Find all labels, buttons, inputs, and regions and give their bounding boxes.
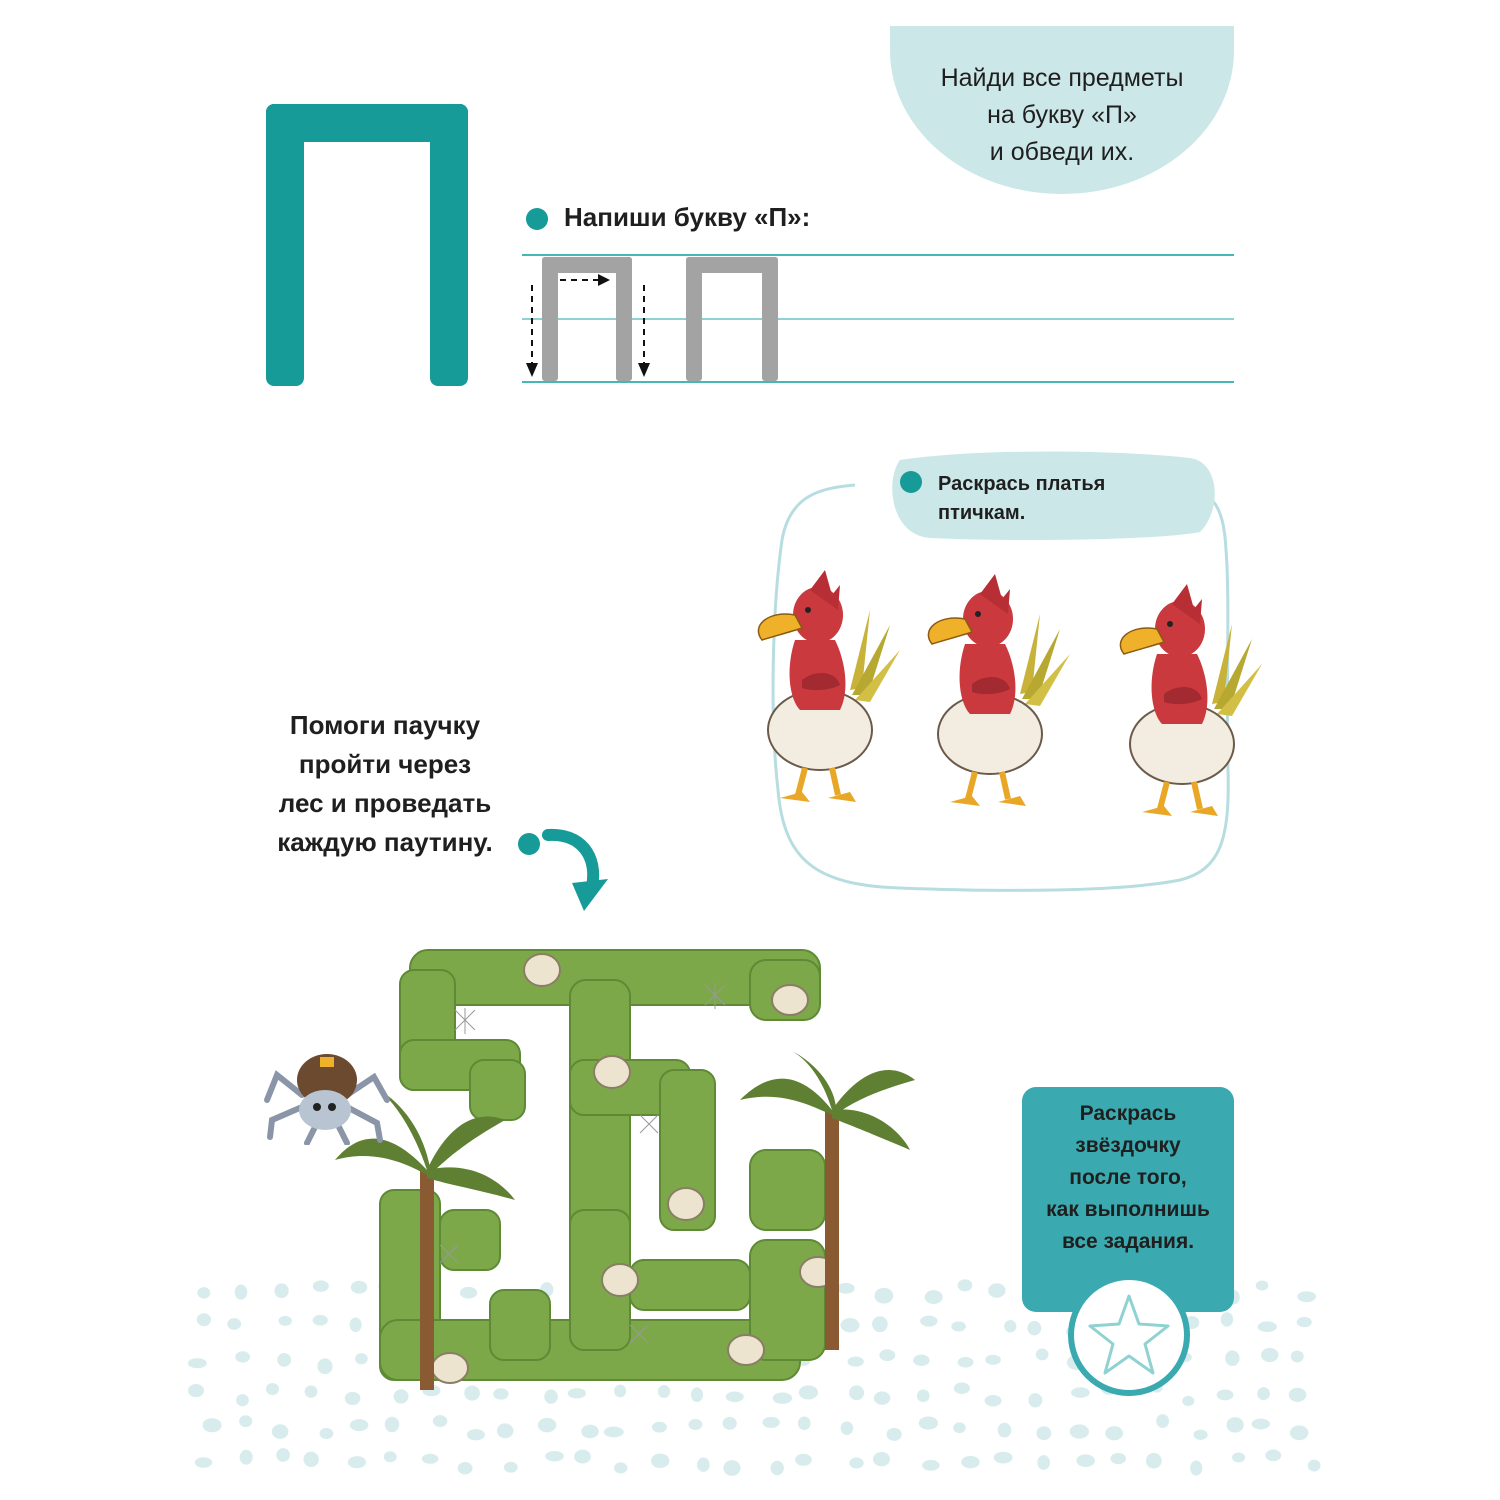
background-dot [1308, 1460, 1321, 1472]
spider-task-line: лес и проведать [278, 788, 492, 818]
find-task-line: Найди все предметы [940, 64, 1184, 92]
background-dot [197, 1287, 210, 1298]
background-dot [574, 1450, 591, 1464]
background-dot [197, 1313, 211, 1326]
background-dot [581, 1425, 598, 1439]
find-task-line: на букву «П» [987, 101, 1137, 129]
big-letter-left [266, 104, 304, 386]
background-dot [1265, 1449, 1281, 1461]
background-dot [545, 1451, 564, 1461]
star-task-line: все задания. [1061, 1230, 1195, 1253]
background-dot [1028, 1393, 1042, 1407]
background-dot [1225, 1350, 1239, 1366]
background-dot [604, 1427, 624, 1438]
background-dot [1037, 1455, 1050, 1470]
background-dot [1258, 1321, 1277, 1332]
background-dot [385, 1417, 399, 1433]
background-dot [922, 1460, 940, 1471]
background-dot [652, 1422, 667, 1433]
background-dot [203, 1418, 222, 1432]
background-dot [723, 1417, 737, 1430]
background-dot [504, 1462, 518, 1473]
background-dot [538, 1418, 556, 1433]
background-dot [723, 1460, 740, 1476]
background-dot [614, 1462, 627, 1473]
background-dot [994, 1452, 1013, 1464]
background-dot [1146, 1453, 1162, 1469]
background-dot [1297, 1291, 1316, 1302]
background-dot [188, 1358, 207, 1368]
background-dot [1027, 1321, 1041, 1335]
background-dot [651, 1453, 669, 1468]
background-dot [1261, 1348, 1278, 1362]
background-dot [985, 1355, 1001, 1365]
spider-icon[interactable] [262, 1045, 402, 1145]
background-dot [1297, 1317, 1312, 1327]
write-task-title: Напиши букву «П»: [564, 202, 811, 232]
background-dot [266, 1383, 279, 1395]
background-dot [239, 1415, 252, 1427]
spider-task-line: каждую паутину. [277, 827, 493, 857]
background-dot [277, 1353, 291, 1367]
background-dot [689, 1419, 703, 1430]
background-dot [433, 1415, 448, 1427]
curved-arrow-icon [540, 825, 610, 915]
background-dot [873, 1452, 890, 1466]
bullet-dot [526, 208, 548, 230]
background-dot [795, 1454, 812, 1466]
background-dot [313, 1315, 328, 1326]
background-dot [1290, 1425, 1308, 1440]
spider-task-line: Помоги паучку [289, 710, 481, 740]
background-dot [958, 1357, 974, 1368]
palm-tree-icon [330, 1050, 930, 1390]
background-dot [954, 1383, 970, 1394]
background-dot [422, 1454, 439, 1464]
background-dot [320, 1428, 334, 1439]
background-dot [305, 1385, 318, 1397]
background-dot [240, 1450, 253, 1465]
star-task-line: Раскрась [1079, 1102, 1177, 1125]
background-dot [953, 1422, 966, 1433]
background-dot [458, 1462, 473, 1474]
background-dot [1256, 1280, 1269, 1290]
background-dot [1291, 1350, 1304, 1362]
background-dot [1076, 1454, 1095, 1467]
background-dot [919, 1416, 938, 1429]
background-dot [1257, 1387, 1270, 1400]
background-dot [1156, 1414, 1169, 1428]
background-dot [770, 1461, 783, 1476]
background-dot [1105, 1426, 1123, 1440]
background-dot [849, 1458, 863, 1469]
background-dot [276, 1448, 290, 1462]
dress-task-line: птичкам. [938, 502, 1026, 524]
background-dot [697, 1458, 710, 1472]
background-dot [1226, 1417, 1243, 1433]
background-dot [348, 1456, 366, 1468]
star-outline-icon[interactable] [1066, 1272, 1192, 1398]
background-dot [236, 1394, 249, 1406]
background-dot [1190, 1461, 1202, 1476]
background-dot [1036, 1426, 1051, 1440]
background-dot [985, 1395, 1002, 1406]
background-dot [227, 1318, 241, 1330]
background-dot [384, 1451, 397, 1462]
background-dot [1217, 1390, 1234, 1401]
background-dot [798, 1416, 811, 1430]
bullet-dot [518, 833, 540, 855]
background-dot [1110, 1453, 1126, 1464]
background-dot [998, 1423, 1012, 1438]
background-dot [961, 1456, 979, 1469]
background-dot [235, 1284, 248, 1299]
background-dot [1194, 1430, 1208, 1440]
star-task-line: как выполнишь [1046, 1198, 1210, 1221]
background-dot [497, 1423, 513, 1438]
big-letter-right [430, 104, 468, 386]
background-dot [235, 1351, 250, 1362]
background-dot [951, 1321, 966, 1331]
background-dot [350, 1419, 368, 1431]
find-task-text [890, 60, 1234, 171]
background-dot [274, 1283, 288, 1298]
background-dot [272, 1424, 289, 1439]
background-dot [1232, 1452, 1245, 1462]
star-task-line: звёздочку [1075, 1134, 1181, 1157]
spider-task-text [250, 706, 520, 862]
dress-task-line: Раскрась платья [938, 473, 1106, 495]
star-task-text [1022, 1098, 1234, 1258]
background-dot [958, 1279, 973, 1291]
star-task-line: после того, [1069, 1166, 1187, 1189]
background-dot [1221, 1312, 1233, 1326]
background-dot [841, 1421, 854, 1435]
dress-task-text [938, 470, 1105, 528]
birds-illustration[interactable] [740, 570, 1270, 830]
bullet-dot [900, 471, 922, 493]
background-dot [887, 1428, 902, 1441]
background-dot [762, 1417, 779, 1428]
background-dot [1070, 1424, 1089, 1438]
background-dot [467, 1429, 485, 1440]
background-dot [1036, 1348, 1049, 1360]
background-dot [1004, 1320, 1016, 1332]
background-dot [303, 1452, 318, 1467]
background-dot [279, 1316, 292, 1326]
spider-task-line: пройти через [298, 749, 472, 779]
letter-tracing-guide[interactable] [520, 255, 800, 385]
background-dot [313, 1280, 329, 1291]
find-task-line: и обведи их. [989, 138, 1135, 166]
background-dot [188, 1384, 204, 1397]
background-dot [1252, 1419, 1270, 1430]
background-dot [988, 1283, 1005, 1297]
background-dot [195, 1457, 212, 1468]
background-dot [1289, 1388, 1307, 1402]
